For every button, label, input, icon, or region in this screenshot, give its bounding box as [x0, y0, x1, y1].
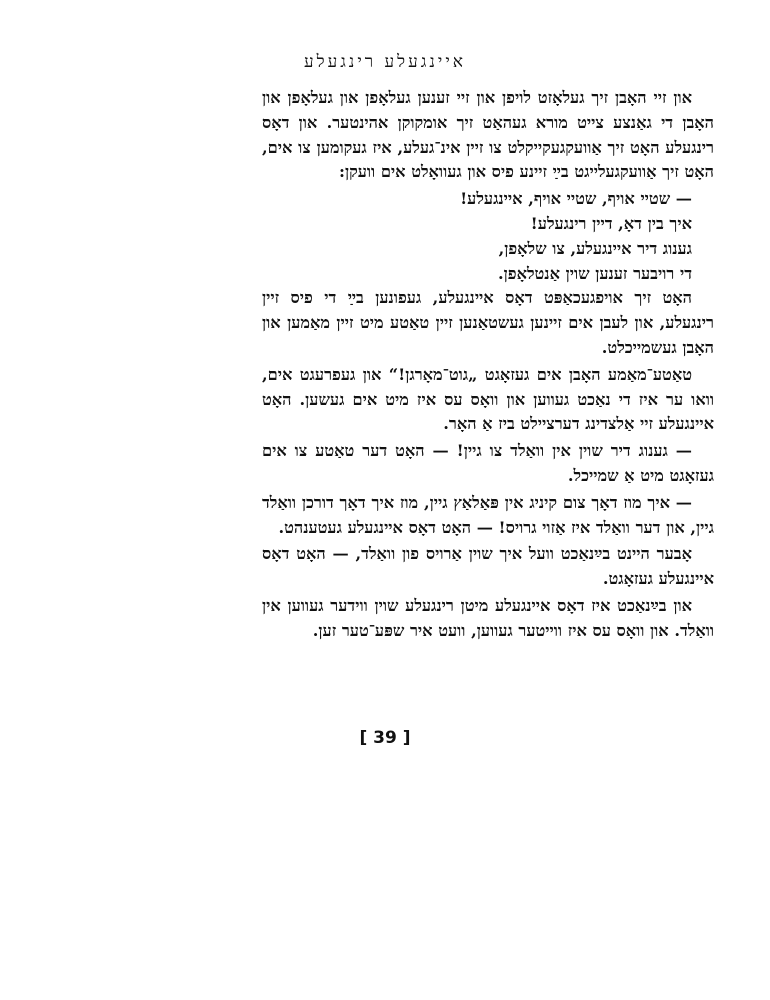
verse-line: איך בין דאָ, דיין רינגעלע! [530, 213, 692, 233]
paragraph: און זיי האָבן זיך געלאָזט לויפן און זיי זענען געלאָפן און געלאָפן און האָבן די גאַנצע צייט מורא געהאַט זיך אומקוקן אהינטער. און דאָס רינגעלע האָט זיך אַוועקגעקייקלט צו זיין אינ־געלע, איז געקומען צו אים, האָט זיך אַוועקגעלייגט בײַ זיינע פיס און געוואָלט אים וועקן: [262, 88, 714, 182]
paragraph: — איך מוז דאָך צום קיניג אין פּאַלאַץ גיין, מוז איך דאָך דורכן וואַלד גיין, און דער וואַלד איז אַזוי גרויס! — האָט דאָס איינגעלע געטענהט. [262, 492, 714, 537]
paragraph: האָט זיך אויפגעכאַפּט דאָס איינגעלע, געפונען בײַ די פיס זיין רינגעלע, און לעבן אים זיינען געשטאַנען זיין טאַטע מיט זיין מאַמען און האָבן געשמייכלט. [262, 288, 714, 357]
paragraph: אָבער היינט בײַנאַכט וועל איך שוין אַרויס פון וואַלד, — האָט דאָס איינגעלע געזאָגט. [262, 544, 714, 589]
running-head: איינגעלע רינגעלע [304, 52, 466, 72]
page-number: [ 39 ] [359, 728, 411, 748]
verse-line: — שטיי אויף, שטיי אויף, איינגעלע! [460, 189, 692, 209]
paragraph: טאַטע־מאַמע האָבן אים געזאָגט „גוט־מאָרגן!“ און געפרעגט אים, וואו ער איז די נאַכט געווען און וואָס עס איז מיט אים געשען. האָט איינגעלע זיי אַלצדינג דערציילט ביז אַ האָר. [262, 364, 714, 434]
paragraph: — גענוג דיר שוין אין וואַלד צו גיין! — האָט דער טאַטע צו אים געזאָגט מיט אַ שמייכל. [262, 441, 714, 485]
verse-line: די רויבער זענען שוין אַנטלאָפן. [498, 263, 692, 283]
body-text [262, 86, 714, 646]
verse-line: גענוג דיר איינגעלע, צו שלאָפן, [498, 238, 692, 258]
paragraph: און בײַנאַכט איז דאָס איינגעלע מיטן רינגעלע שוין ווידער געווען אין וואַלד. און וואָס עס איז ווייטער געווען, וועט איר שפּע־טער זען. [262, 595, 714, 640]
